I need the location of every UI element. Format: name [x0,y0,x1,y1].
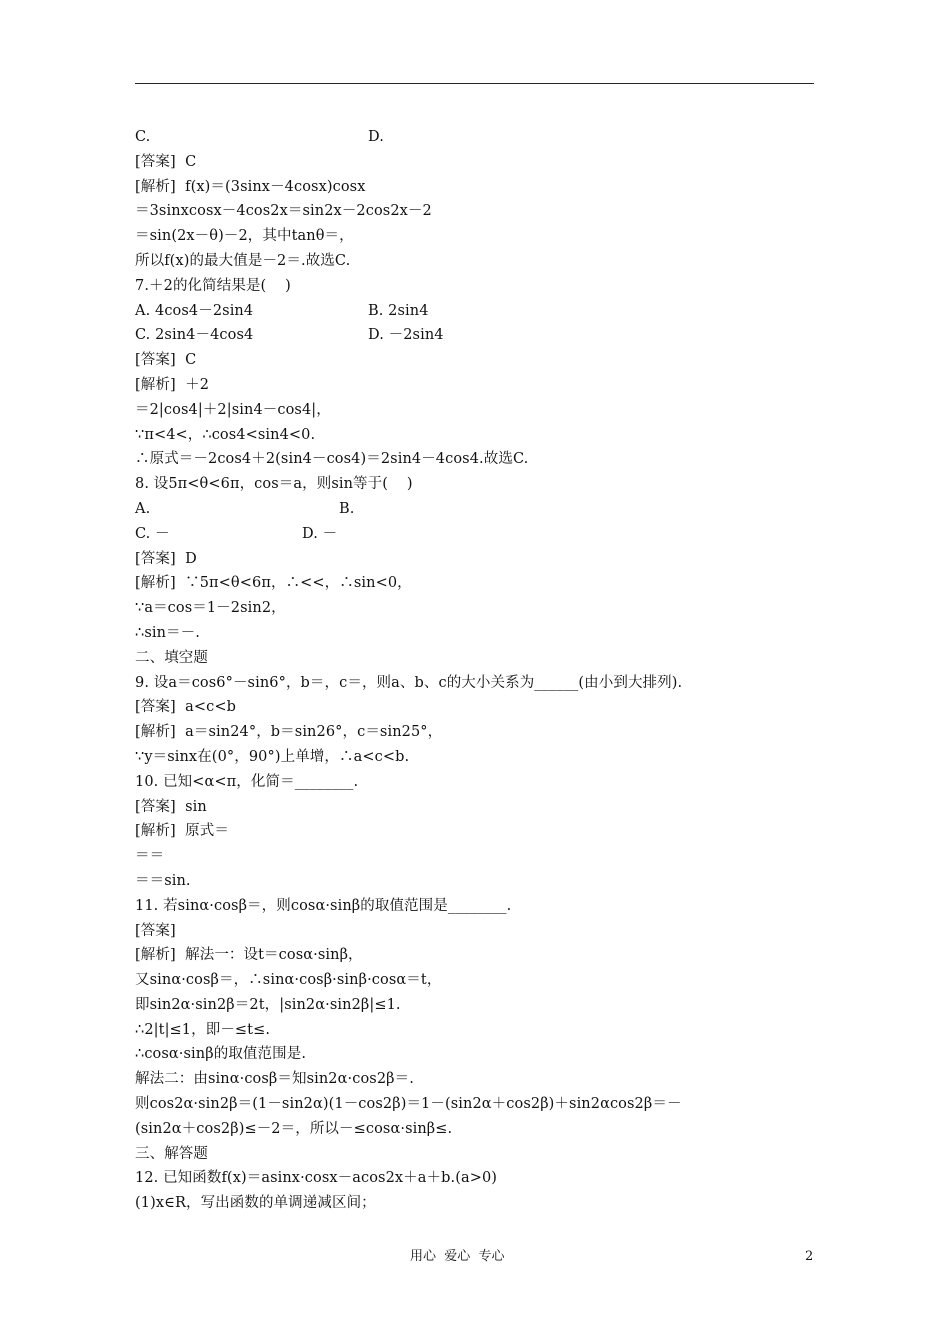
line-text: ∴原式＝－2cos4＋2(sin4－cos4)＝2sin4－4cos4.故选C. [135,451,529,468]
line-text: [答案] C [135,352,197,369]
line-text: [答案] C [135,153,197,170]
text-line [135,423,825,448]
line-text: [解析] 解法一：设t＝cosα·sinβ， [135,947,363,964]
line-text: (1)x∈R，写出函数的单调递减区间； [135,1195,376,1212]
text-line [135,943,825,968]
line-text: 二、填空题 [135,649,208,666]
text-line [135,695,825,720]
line-text: ∵y＝sinx在(0°，90°)上单增，∴a<c<b. [135,748,410,765]
line-text: 则cos2α·sin2β＝(1－sin2α)(1－cos2β)＝1－(sin2α＋cos2β)＋sin2αcos2β＝－ [135,1096,682,1113]
text-line [135,1042,825,1067]
line-text: ＝2|cos4|＋2|sin4－cos4|， [135,401,331,418]
text-line [135,274,825,299]
line-text: 10. 已知<α<π，化简＝________. [135,773,359,790]
text-line [135,547,825,572]
text-line [135,1092,825,1117]
text-line [135,1166,825,1191]
document-body [135,125,825,1216]
text-line [135,770,825,795]
line-text: ＝sin(2x－θ)－2，其中tanθ＝， [135,228,354,245]
text-line [135,125,825,150]
text-line [135,497,825,522]
text-line [135,795,825,820]
line-text: [答案] sin [135,798,207,815]
text-line [135,745,825,770]
line-text: C. － [135,525,170,542]
line-text: 7.＋2的化简结果是( ) [135,277,291,294]
text-line [135,522,825,547]
page-footer [0,1246,950,1268]
text-line [135,224,825,249]
line-text: 即sin2α·sin2β＝2t，|sin2α·sin2β|≤1. [135,996,401,1013]
line-option-text: D. [368,129,384,145]
line-text: ＝＝sin. [135,872,191,889]
text-line [135,968,825,993]
text-line [135,819,825,844]
line-text: 9. 设a＝cos6°－sin6°，b＝，c＝，则a、b、c的大小关系为______(由小到大排列). [135,674,683,691]
line-text: [答案] a<c<b [135,699,236,716]
line-text: 8. 设5π<θ<6π，cos＝a，则sin等于( ) [135,476,413,493]
text-line [135,1191,825,1216]
line-text: 又sinα·cosβ＝，∴sinα·cosβ·sinβ·cosα＝t， [135,972,442,989]
footer-motto: 用心 爱心 专心 [410,1249,505,1264]
text-line [135,571,825,596]
text-line [135,1067,825,1092]
text-line [135,447,825,472]
text-line [135,894,825,919]
text-line [135,869,825,894]
text-line [135,596,825,621]
line-text: A. 4cos4－2sin4 [135,302,254,319]
line-text: A. [135,500,151,517]
line-text: [解析] ＋2 [135,376,210,393]
line-text: 三、解答题 [135,1145,208,1162]
line-text: ∵a＝cos＝1－2sin2， [135,600,286,617]
line-text: ∴2|t|≤1，即－≤t≤. [135,1021,271,1038]
line-text: C. 2sin4－4cos4 [135,327,254,344]
line-text: [解析] a＝sin24°，b＝sin26°，c＝sin25°， [135,724,443,741]
line-text: ∴sin＝－. [135,624,200,641]
line-option-text: D. － [302,525,338,542]
text-line [135,671,825,696]
text-line [135,323,825,348]
text-line [135,199,825,224]
text-line [135,1117,825,1142]
line-text: (sin2α＋cos2β)≤－2＝，所以－≤cosα·sinβ≤. [135,1120,453,1137]
line-text: [解析] 原式＝ [135,823,229,840]
text-line [135,993,825,1018]
line-text: ∴cosα·sinβ的取值范围是. [135,1046,307,1063]
line-text: 12. 已知函数f(x)＝asinx·cosx－acos2x＋a＋b.(a>0) [135,1170,498,1187]
page-number: 2 [805,1249,814,1264]
text-line [135,348,825,373]
line-text: [答案] [135,922,176,939]
text-line [135,646,825,671]
text-line [135,844,825,869]
line-text: [解析] ∵5π<θ<6π，∴<<，∴sin<0， [135,575,412,592]
text-line [135,1142,825,1167]
line-text: [答案] D [135,550,197,567]
text-line [135,621,825,646]
line-text: [解析] f(x)＝(3sinx－4cosx)cosx [135,178,366,195]
text-line [135,1018,825,1043]
line-text: 解法二：由sinα·cosβ＝知sin2α·cos2β＝. [135,1071,414,1088]
line-option-text: B. [339,500,355,517]
line-text: ＝3sinxcosx－4cos2x＝sin2x－2cos2x－2 [135,203,432,220]
line-text: ∵π<4<，∴cos4<sin4<0. [135,426,316,443]
text-line [135,398,825,423]
line-option-text: B. 2sin4 [368,302,429,319]
line-text: ＝＝ [135,848,165,865]
text-line [135,175,825,200]
line-text: 所以f(x)的最大值是－2＝.故选C. [135,252,351,269]
text-line [135,720,825,745]
text-line [135,919,825,944]
text-line [135,150,825,175]
text-line [135,472,825,497]
text-line [135,249,825,274]
header-rule [135,83,814,84]
text-line [135,373,825,398]
line-text: C. [135,129,151,145]
text-line [135,299,825,324]
line-text: 11. 若sinα·cosβ＝，则cosα·sinβ的取值范围是________. [135,897,512,914]
line-option-text: D. －2sin4 [368,327,444,344]
